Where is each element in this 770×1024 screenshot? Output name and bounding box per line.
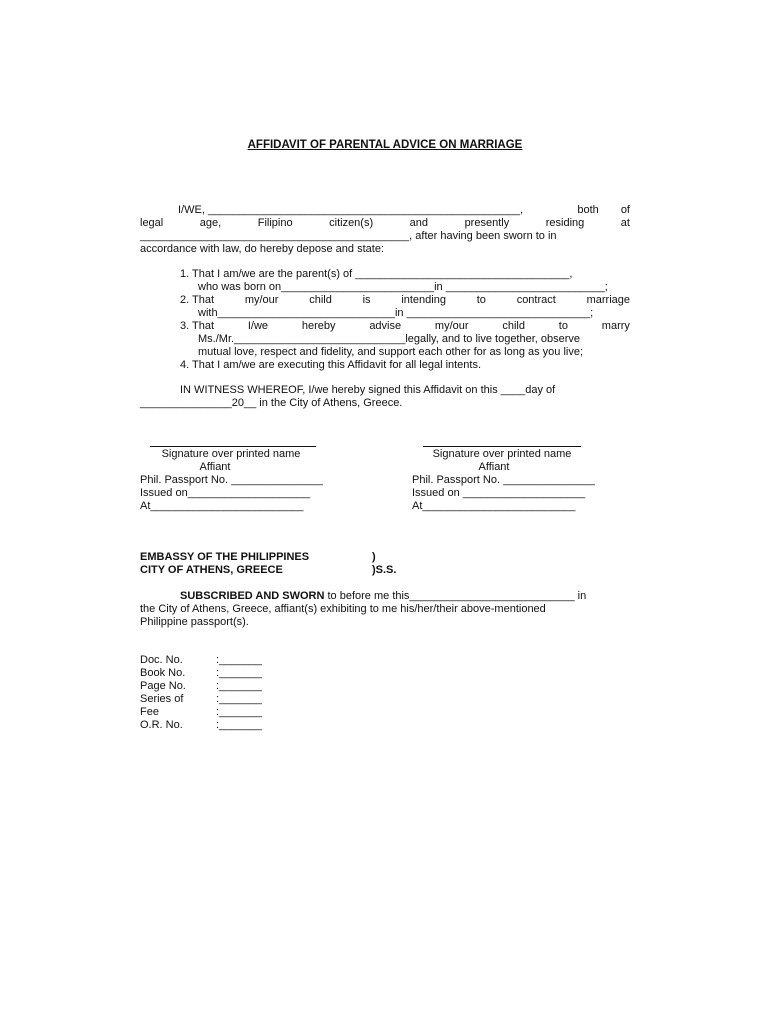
jurat-line-2: the City of Athens, Greece, affiant(s) exhibiting to me his/her/their above-mentioned — [140, 603, 546, 615]
witness-line-1: IN WITNESS WHEREOF, I/we hereby signed this Affidavit on this ____day of — [180, 384, 556, 396]
intro-word: citizen(s) — [329, 217, 374, 229]
page-no-value: :_______ — [216, 680, 262, 692]
item-3-line-3: mutual love, respect and fidelity, and support each other for as long as you live; — [198, 346, 584, 358]
venue-paren-1: ) — [372, 551, 376, 563]
intro-line-4: accordance with law, do hereby depose and state: — [140, 243, 384, 255]
item-2-word: to — [476, 294, 486, 306]
left-signature-label: Signature over printed name — [161, 448, 301, 460]
page-no-label: Page No. — [140, 680, 186, 692]
right-passport-no: Phil. Passport No. _______________ — [412, 474, 595, 486]
item-3-line-2: Ms./Mr.____________________________legally, and to live together, observe — [198, 333, 581, 345]
item-2-word: contract — [516, 294, 556, 306]
book-no-value: :_______ — [216, 667, 262, 679]
intro-word: residing — [545, 217, 585, 229]
document-title: AFFIDAVIT OF PARENTAL ADVICE ON MARRIAGE — [247, 139, 523, 151]
fee-value: :_______ — [216, 706, 262, 718]
item-2-line-1 — [180, 294, 630, 307]
jurat-line-3: Philippine passport(s). — [140, 616, 249, 628]
item-1-line-1: 1. That I am/we are the parent(s) of ___________________________________, — [180, 268, 573, 280]
item-3-word: child — [502, 320, 525, 332]
intro-line-2 — [140, 217, 630, 230]
jurat-line-1 — [180, 590, 586, 603]
right-affiant-label: Affiant — [478, 461, 510, 473]
item-3-word: marry — [601, 320, 630, 332]
intro-word: Filipino — [257, 217, 293, 229]
intro-word: and — [409, 217, 429, 229]
intro-both: both — [577, 204, 599, 216]
right-issued-at: At_________________________ — [412, 500, 576, 512]
item-3-word: advise — [369, 320, 402, 332]
item-3-line-1 — [180, 320, 630, 333]
intro-line-1 — [140, 204, 630, 217]
item-3-word: I/we — [247, 320, 269, 332]
series-value: :_______ — [216, 693, 262, 705]
item-3-word: my/our — [434, 320, 469, 332]
intro-line-3: ____________________________________________, after having been sworn to in — [140, 230, 557, 242]
intro-word: legal — [140, 217, 164, 229]
item-2-word: my/our — [244, 294, 279, 306]
book-no-label: Book No. — [140, 667, 186, 679]
item-2-word: is — [362, 294, 371, 306]
or-no-value: :_______ — [216, 719, 262, 731]
right-issued-on: Issued on ____________________ — [412, 487, 586, 499]
intro-word: at — [620, 217, 630, 229]
left-signature-line — [150, 446, 316, 447]
witness-line-2: _______________20__ in the City of Athens, Greece. — [140, 397, 403, 409]
intro-word: presently — [464, 217, 510, 229]
venue-embassy: EMBASSY OF THE PHILIPPINES — [140, 551, 310, 563]
item-3-word: 3. That — [180, 320, 215, 332]
item-4-line-1: 4. That I am/we are executing this Affidavit for all legal intents. — [180, 359, 482, 371]
intro-of: of — [620, 204, 630, 216]
item-2-word: child — [309, 294, 332, 306]
or-no-label: O.R. No. — [140, 719, 183, 731]
item-2-word: 2. That — [180, 294, 215, 306]
left-issued-at: At_________________________ — [140, 500, 304, 512]
jurat-text: to before me this___________________________ in — [327, 590, 587, 602]
doc-no-label: Doc. No. — [140, 654, 183, 666]
item-2-line-2: with_____________________________in ______________________________; — [198, 307, 594, 319]
item-1-line-2: who was born on_________________________in __________________________; — [198, 281, 608, 293]
series-label: Series of — [140, 693, 184, 705]
right-signature-label: Signature over printed name — [432, 448, 572, 460]
left-affiant-label: Affiant — [199, 461, 231, 473]
doc-no-value: :_______ — [216, 654, 262, 666]
item-2-word: intending — [401, 294, 446, 306]
intro-names-blank: I/WE, ___________________________________________________, — [178, 204, 524, 216]
item-3-word: to — [558, 320, 568, 332]
fee-label: Fee — [140, 706, 159, 718]
left-passport-no: Phil. Passport No. _______________ — [140, 474, 323, 486]
jurat-bold: SUBSCRIBED AND SWORN — [180, 590, 325, 602]
item-3-word: hereby — [301, 320, 336, 332]
venue-city: CITY OF ATHENS, GREECE — [140, 564, 283, 576]
item-2-word: marriage — [586, 294, 630, 306]
right-signature-line — [423, 446, 581, 447]
left-issued-on: Issued on____________________ — [140, 487, 311, 499]
intro-word: age, — [199, 217, 222, 229]
venue-ss: )S.S. — [372, 564, 397, 576]
